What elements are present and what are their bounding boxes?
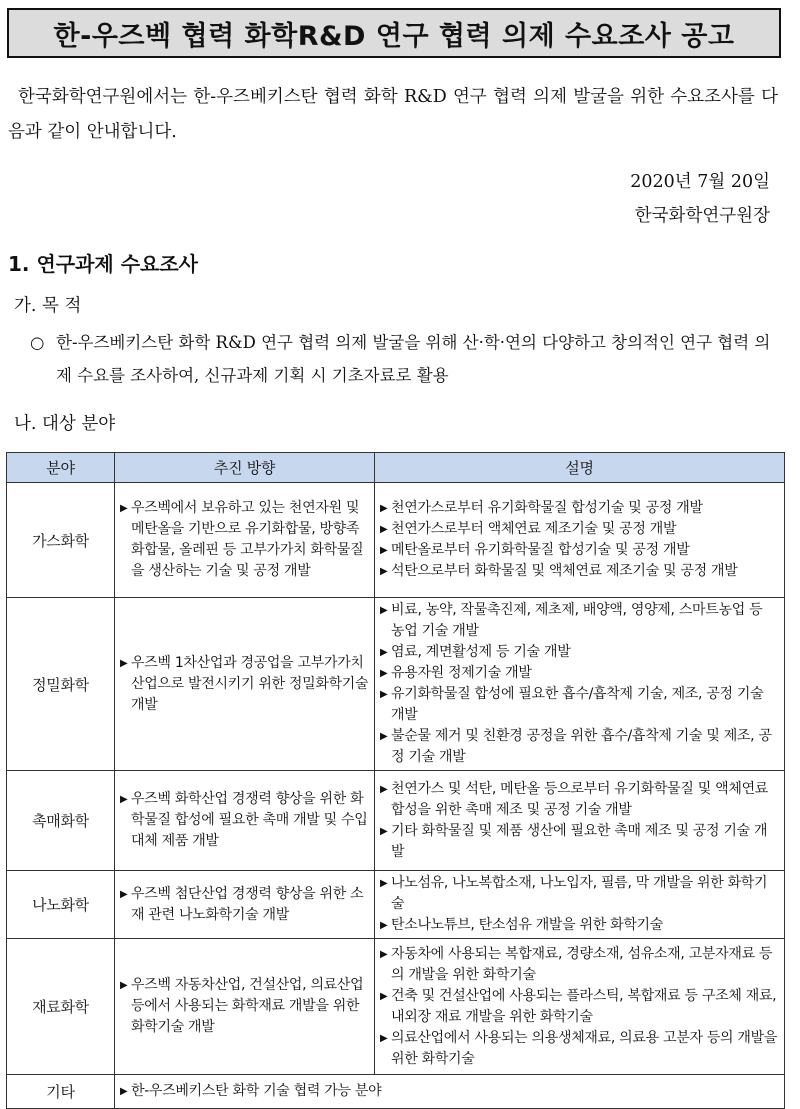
description-cell — [375, 598, 785, 771]
description-item — [380, 873, 779, 915]
direction-cell — [115, 871, 375, 939]
direction-item — [120, 975, 369, 1038]
description-item — [380, 1028, 779, 1070]
triangle-right-icon: ▶ — [380, 524, 388, 535]
field-table — [6, 452, 785, 1109]
description-item — [380, 944, 779, 986]
description-cell — [375, 939, 785, 1075]
purpose-item — [30, 326, 780, 392]
description-item — [380, 915, 779, 936]
triangle-right-icon: ▶ — [380, 948, 388, 960]
description-cell — [375, 483, 785, 598]
field-cell: 재료화학 — [7, 939, 115, 1075]
direction-item-text: 우즈벡 자동차산업, 건설산업, 의료산업 등에서 사용되는 화학재료 개발을 위한 화학기술 개발 — [131, 977, 364, 1035]
direction-cell — [115, 483, 375, 598]
description-item-text: 천연가스로부터 액체연료 제조기술 및 공정 개발 — [391, 521, 677, 537]
description-item — [380, 986, 779, 1028]
triangle-right-icon: ▶ — [380, 605, 388, 616]
triangle-right-icon: ▶ — [380, 731, 388, 742]
direction-item — [120, 498, 369, 582]
description-item — [380, 684, 779, 726]
triangle-right-icon: ▶ — [120, 1086, 128, 1097]
triangle-right-icon: ▶ — [120, 503, 128, 514]
triangle-right-icon: ▶ — [120, 980, 128, 991]
announcement-date: 2020년 7월 20일 — [630, 172, 770, 192]
description-item-text: 불순물 제거 및 친환경 공정을 위한 흡수/흡착제 기술 및 제조, 공정 기술 개발 — [391, 728, 772, 765]
direction-item-text: 우즈벡 첨단산업 경쟁력 향상을 위한 소재 관련 나노화학기술 개발 — [131, 885, 364, 923]
description-item — [380, 561, 779, 582]
intro-paragraph: 한국화학연구원에서는 한-우즈베키스탄 협력 화학 R&D 연구 협력 의제 발굴을 위한 수요조사를 다음과 같이 안내합니다. — [8, 87, 778, 142]
table-row — [7, 771, 785, 871]
direction-item-text: 우즈벡에서 보유하고 있는 천연자원 및 메탄올을 기반으로 유기화합물, 방향족 화합물, 올레핀 등 고부가가치 화학물질을 생산하는 기술 및 공정 개발 — [131, 500, 364, 579]
table-row — [7, 598, 785, 771]
section-heading: 1. 연구과제 수요조사 — [8, 252, 198, 276]
triangle-right-icon: ▶ — [380, 668, 388, 679]
description-item-text: 건축 및 건설산업에 사용되는 플라스틱, 복합재료 등 구조체 재료, 내외장 재료 개발을 위한 화학기술 — [391, 987, 777, 1025]
header-field: 분야 — [7, 453, 115, 483]
purpose-heading: 가. 목 적 — [14, 296, 82, 316]
triangle-right-icon: ▶ — [380, 920, 388, 931]
field-cell: 나노화학 — [7, 871, 115, 939]
description-item — [380, 642, 779, 663]
field-cell: 가스화학 — [7, 483, 115, 598]
description-item-text: 자동차에 사용되는 복합재료, 경량소재, 섬유소재, 고분자재료 등의 개발을 위한 화학기술 — [391, 945, 773, 983]
description-item — [380, 821, 779, 863]
direction-item — [120, 884, 369, 926]
description-item-text: 비료, 농약, 작물촉진제, 제초제, 배양액, 영양제, 스마트농업 등 농업 기술 개발 — [391, 602, 763, 639]
direction-item-text: 우즈벡 화학산업 경쟁력 향상을 위한 화학물질 합성에 필요한 촉매 개발 및 수입 대체 제품 개발 — [131, 791, 368, 849]
field-cell: 정밀화학 — [7, 598, 115, 771]
other-item — [120, 1081, 779, 1102]
description-item — [380, 519, 779, 540]
description-item-text: 유기화학물질 합성에 필요한 흡수/흡착제 기술, 제조, 공정 기술 개발 — [391, 686, 764, 723]
direction-cell — [115, 939, 375, 1075]
page-title: 한-우즈벡 협력 화학R&D 연구 협력 의제 수요조사 공고 — [7, 8, 781, 58]
direction-item — [120, 789, 369, 852]
header-description: 설명 — [375, 453, 785, 483]
description-item-text: 탄소나노튜브, 탄소섬유 개발을 위한 화학기술 — [391, 917, 664, 933]
table-row — [7, 939, 785, 1075]
description-item — [380, 600, 779, 642]
triangle-right-icon: ▶ — [380, 990, 388, 1002]
description-item-text: 염료, 계면활성제 등 기술 개발 — [391, 644, 571, 660]
description-item-text: 기타 화학물질 및 제품 생산에 필요한 촉매 제조 및 공정 기술 개발 — [391, 822, 768, 860]
circle-bullet-icon: ○ — [30, 333, 45, 352]
issuer-name: 한국화학연구원장 — [634, 206, 770, 226]
description-item-text: 천연가스로부터 유기화학물질 합성기술 및 공정 개발 — [391, 500, 703, 516]
description-item — [380, 779, 779, 821]
triangle-right-icon: ▶ — [380, 1032, 388, 1044]
direction-cell — [115, 598, 375, 771]
triangle-right-icon: ▶ — [380, 545, 388, 556]
table-row — [7, 483, 785, 598]
description-item — [380, 726, 779, 768]
triangle-right-icon: ▶ — [120, 794, 128, 805]
other-item-text: 한-우즈베키스탄 화학 기술 협력 가능 분야 — [131, 1083, 382, 1099]
direction-cell — [115, 771, 375, 871]
description-item-text: 의료산업에서 사용되는 의용생체재료, 의료용 고분자 등의 개발을 위한 화학기술 — [391, 1029, 778, 1067]
description-cell — [375, 771, 785, 871]
field-cell: 촉매화학 — [7, 771, 115, 871]
direction-item-text: 우즈벡 1차산업과 경공업을 고부가가치 산업으로 발전시키기 위한 정밀화학기술 개발 — [131, 654, 369, 713]
other-cell — [115, 1075, 785, 1109]
direction-item — [120, 653, 369, 716]
description-item — [380, 498, 779, 519]
purpose-text: 한-우즈베키스탄 화학 R&D 연구 협력 의제 발굴을 위해 산·학·연의 다양하고 창의적인 연구 협력 의제 수요를 조사하여, 신규과제 기획 시 기초자료로 활용 — [56, 333, 771, 385]
description-item — [380, 540, 779, 561]
description-item-text: 메탄올로부터 유기화학물질 합성기술 및 공정 개발 — [391, 542, 690, 558]
description-item-text: 천연가스 및 석탄, 메탄올 등으로부터 유기화학물질 및 액체연료 합성을 위한 촉매 제조 및 공정 기술 개발 — [391, 780, 769, 818]
triangle-right-icon: ▶ — [380, 783, 388, 795]
triangle-right-icon: ▶ — [380, 878, 388, 889]
target-heading: 나. 대상 분야 — [14, 414, 116, 434]
triangle-right-icon: ▶ — [380, 825, 388, 837]
header-direction: 추진 방향 — [115, 453, 375, 483]
table-row — [7, 871, 785, 939]
triangle-right-icon: ▶ — [380, 647, 388, 658]
triangle-right-icon: ▶ — [380, 503, 388, 514]
table-row-other — [7, 1075, 785, 1109]
triangle-right-icon: ▶ — [380, 566, 388, 577]
description-cell — [375, 871, 785, 939]
triangle-right-icon: ▶ — [380, 689, 388, 700]
triangle-right-icon: ▶ — [120, 657, 128, 669]
description-item-text: 석탄으로부터 화학물질 및 액체연료 제조기술 및 공정 개발 — [391, 563, 738, 579]
description-item-text: 유용자원 정제기술 개발 — [391, 665, 532, 681]
field-cell: 기타 — [7, 1075, 115, 1109]
description-item-text: 나노섬유, 나노복합소재, 나노입자, 필름, 막 개발을 위한 화학기술 — [391, 875, 768, 912]
description-item — [380, 663, 779, 684]
table-header-row — [7, 453, 785, 483]
triangle-right-icon: ▶ — [120, 888, 128, 900]
